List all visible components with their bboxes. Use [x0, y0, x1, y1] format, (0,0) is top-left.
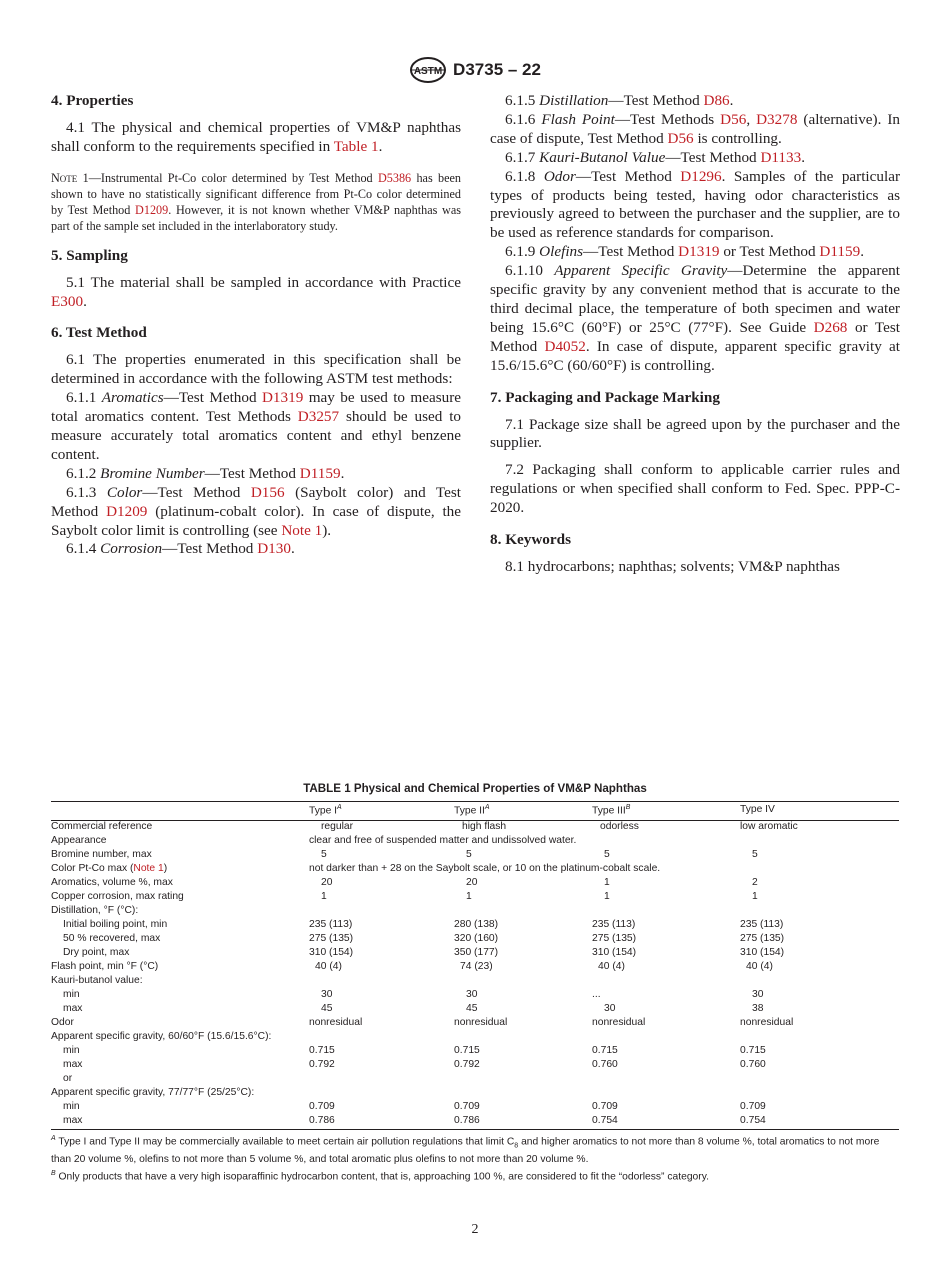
row-value [592, 975, 740, 989]
row-value [740, 1031, 899, 1045]
row-value [740, 905, 899, 919]
row-value: 0.792 [309, 1059, 335, 1070]
left-column [51, 92, 461, 559]
table-row [51, 1101, 899, 1115]
table-row [51, 1115, 899, 1130]
row-value: 310 (154) [592, 947, 637, 958]
para-8-1: 8.1 hydrocarbons; naphthas; solvents; VM&P naphthas [505, 557, 840, 575]
row-value: 1 [321, 891, 327, 902]
row-value: 38 [752, 1003, 764, 1014]
row-label: Initial boiling point, min [63, 919, 168, 930]
row-value: 20 [321, 877, 333, 888]
table-row [51, 1087, 899, 1101]
row-label: Flash point, min °F (°C) [51, 961, 159, 972]
section-5-heading: 5. Sampling [51, 246, 128, 264]
row-label: Odor [51, 1017, 74, 1028]
d3257-link[interactable]: D3257 [297, 408, 340, 426]
row-value [454, 975, 592, 989]
row-value: 0.709 [740, 1101, 766, 1112]
row-value: 280 (138) [454, 919, 499, 930]
para-5-1: 5.1 The material shall be sampled in accordance with Practice E300. [51, 273, 461, 310]
header-cell-label [51, 802, 309, 821]
row-label: Color Pt-Co max (Note 1) [51, 863, 168, 874]
section-4-heading: 4. Properties [51, 92, 134, 109]
row-value: 235 (113) [740, 919, 784, 930]
row-label: Kauri-butanol value: [51, 975, 143, 986]
section-7-heading: 7. Packaging and Package Marking [490, 388, 720, 406]
row-value-span: clear and free of suspended matter and undissolved water. [309, 835, 577, 846]
row-value: 5 [321, 849, 327, 860]
row-value: 0.715 [454, 1045, 480, 1056]
table-row [51, 947, 899, 961]
row-value: 0.792 [454, 1059, 480, 1070]
row-value [309, 905, 454, 919]
row-label: Aromatics, volume %, max [51, 877, 173, 888]
row-value: 0.715 [592, 1045, 618, 1056]
row-value: 310 (154) [740, 947, 785, 958]
section-8-heading: 8. Keywords [490, 531, 571, 549]
d156-link[interactable]: D156 [250, 483, 285, 501]
row-value: 0.786 [309, 1115, 335, 1126]
header-type-2: Type $II^A$ [454, 804, 490, 817]
row-value: 1 [604, 891, 610, 902]
row-value: 0.709 [454, 1101, 480, 1112]
row-value: 30 [752, 989, 764, 1000]
d3278-link[interactable]: D3278 [756, 110, 798, 128]
row-label: Apparent specific gravity, 77/77°F (25/25°C): [51, 1087, 255, 1098]
row-value: 0.709 [592, 1101, 618, 1112]
table-row [51, 989, 899, 1003]
table-row [51, 1017, 899, 1031]
row-value [309, 1087, 454, 1101]
note-1-link[interactable]: Note 1 [281, 521, 323, 539]
row-value [592, 1073, 740, 1087]
row-value: 30 [604, 1003, 616, 1014]
row-value: 275 (135) [309, 933, 354, 944]
row-value: 74 (23) [460, 961, 493, 972]
row-value: 310 (154) [309, 947, 354, 958]
row-value: 2 [752, 877, 758, 888]
para-7-1: 7.1 Package size shall be agreed upon by the purchaser and the supplier. [490, 415, 900, 452]
para-6-1-9: 6.1.9 Olefins—Test Method D1319 or Test Method D1159. [505, 243, 864, 261]
table-footnotes [51, 1132, 899, 1185]
row-value: 40 (4) [598, 961, 625, 972]
row-label: or [63, 1073, 73, 1084]
row-label: Copper corrosion, max rating [51, 891, 184, 902]
row-value: high flash [462, 821, 507, 832]
row-label: Bromine number, max [51, 849, 152, 860]
row-label: Apparent specific gravity, 60/60°F (15.6/15.6°C): [51, 1031, 272, 1042]
row-value: 40 (4) [315, 961, 342, 972]
row-value: 30 [466, 989, 478, 1000]
row-value: 0.760 [592, 1059, 618, 1070]
e300-link[interactable]: E300 [51, 292, 84, 310]
para-6-1-1: 6.1.1 Aromatics—Test Method D1319 may be used to measure total aromatics content. Test Methods D3257 should be used to measure accurately total aromatics content and ethyl benzene content. [51, 389, 462, 463]
row-value [592, 1087, 740, 1101]
astm-logo-icon [409, 56, 447, 84]
para-6-1-3: 6.1.3 Color—Test Method D156 (Saybolt color) and Test Method D1209 (platinum-cobalt color). In case of dispute, the Saybolt color limit is controlling (see Note 1). [51, 483, 462, 539]
row-value: 235 (113) [592, 919, 636, 930]
table-row [51, 905, 899, 919]
table-row [51, 821, 899, 836]
para-6-1-2: 6.1.2 Bromine Number—Test Method D1159. [66, 464, 345, 482]
row-value: 1 [752, 891, 758, 902]
d1209-link[interactable]: D1209 [106, 502, 148, 520]
row-value: nonresidual [309, 1017, 363, 1028]
row-value: odorless [600, 821, 639, 832]
para-6-1-10: 6.1.10 Apparent Specific Gravity—Determine the apparent specific gravity by any convenient method that is accurate to the third decimal place, the temperature of both specimen and water being 15.6°C (60°F) or 25°C (77°F). See Guide D268 or Test Method D4052. In case of dispute, apparent specific gravity at 15.6/15.6°C (60/60°F) is controlling. [490, 262, 901, 374]
row-value [592, 905, 740, 919]
d56-link[interactable]: D56 [667, 129, 694, 147]
table-row [51, 1031, 899, 1045]
section-6-heading: 6. Test Method [51, 324, 147, 342]
row-label: 50 % recovered, max [63, 933, 161, 944]
para-6-1-4: 6.1.4 Corrosion—Test Method D130. [66, 540, 295, 558]
para-6-1-5: 6.1.5 Distillation—Test Method D86. [505, 92, 734, 109]
table-row [51, 919, 899, 933]
row-value: 235 (113) [309, 919, 353, 930]
table-row [51, 933, 899, 947]
page-header [0, 56, 950, 89]
row-value: 0.715 [309, 1045, 335, 1056]
note-1-link[interactable]: Note 1 [133, 863, 164, 874]
row-label: min [63, 989, 80, 1000]
row-value: 0.754 [592, 1115, 618, 1126]
footnote-b: $^B$ Only products that have a very high isoparaffinic hydrocarbon content, that is, approaching 100 %, are considered to fit the “odorless” category. [51, 1170, 709, 1183]
row-value: 0.709 [309, 1101, 335, 1112]
table-1-link[interactable]: Table 1 [333, 137, 379, 155]
table-row [51, 1073, 899, 1087]
para-6-1-7: 6.1.7 Kauri-Butanol Value—Test Method D1133. [505, 148, 806, 166]
row-value: 30 [321, 989, 333, 1000]
row-label: Distillation, °F (°C): [51, 905, 139, 916]
row-value [454, 1087, 592, 1101]
row-value: regular [321, 821, 354, 832]
svg-text:ASTM: ASTM [413, 66, 443, 77]
d1159-link[interactable]: D1159 [299, 464, 341, 482]
row-value: 5 [752, 849, 758, 860]
table-row [51, 877, 899, 891]
row-value: ... [592, 989, 601, 1000]
d1319-link[interactable]: D1319 [261, 389, 304, 407]
d56-link[interactable]: D56 [720, 110, 747, 128]
row-label: Appearance [51, 835, 107, 846]
row-value: 275 (135) [592, 933, 637, 944]
row-value: 0.754 [740, 1115, 766, 1126]
page-number: 2 [471, 1222, 479, 1237]
table-header-row [51, 802, 899, 821]
row-value: 45 [321, 1003, 333, 1014]
row-value [309, 1031, 454, 1045]
table-row [51, 863, 899, 877]
d1209-link[interactable]: D1209 [135, 202, 169, 217]
row-value [740, 1087, 899, 1101]
row-value: 320 (160) [454, 933, 499, 944]
para-6-1-8: 6.1.8 Odor—Test Method D1296. Samples of the particular types of products being tested, having odor characteristics as previously agreed to between the purchaser and the supplier, are to be used as reference standards for comparison. [490, 167, 901, 242]
properties-table [51, 801, 899, 1130]
row-label: max [63, 1059, 83, 1070]
table-row [51, 835, 899, 849]
row-value [454, 905, 592, 919]
row-label: min [63, 1101, 80, 1112]
row-value: 0.786 [454, 1115, 480, 1126]
table-row [51, 1045, 899, 1059]
table-row [51, 961, 899, 975]
row-value: 5 [466, 849, 472, 860]
d1319-link[interactable]: D1319 [678, 243, 720, 261]
row-value: 5 [604, 849, 610, 860]
row-value: 20 [466, 877, 478, 888]
d5386-link[interactable]: D5386 [377, 170, 412, 185]
table-row [51, 1003, 899, 1017]
row-value: low aromatic [740, 821, 798, 832]
header-type-3: Type $III^B$ [592, 804, 631, 817]
row-value: 1 [466, 891, 472, 902]
header-type-4: Type IV [740, 804, 775, 815]
row-value: 275 (135) [740, 933, 785, 944]
row-label: Commercial reference [51, 821, 153, 832]
right-column [490, 92, 900, 577]
row-value: 1 [604, 877, 610, 888]
row-label: max [63, 1115, 83, 1126]
row-value: nonresidual [592, 1017, 646, 1028]
row-value [309, 1073, 454, 1087]
row-value: 0.760 [740, 1059, 766, 1070]
table-1 [51, 782, 899, 1185]
row-value: 0.715 [740, 1045, 766, 1056]
row-value-span: not darker than + 28 on the Saybolt scale, or 10 on the platinum-cobalt scale. [309, 863, 661, 874]
d268-link[interactable]: D268 [813, 318, 848, 336]
d1296-link[interactable]: D1296 [680, 167, 722, 185]
table-row [51, 1059, 899, 1073]
row-value [592, 1031, 740, 1045]
footnote-a: $^A$ Type I and Type II may be commercially available to meet certain air pollution regulations that limit $C_8$ and higher aromatics to not more than 8 volume %, total aromatics to not more than 20 volume %, olefins to not more than 5 volume %, and total aromatic plus olefins to not more than 20 volume %. [51, 1135, 880, 1166]
table-row [51, 849, 899, 863]
d1133-link[interactable]: D1133 [760, 148, 802, 166]
row-value [740, 1073, 899, 1087]
para-7-2: 7.2 Packaging shall conform to applicable carrier rules and regulations or when specified shall conform to Fed. Spec. PPP-C-2020. [490, 461, 900, 517]
row-value: 40 (4) [746, 961, 773, 972]
row-value [740, 975, 899, 989]
d1159-link[interactable]: D1159 [819, 243, 861, 261]
d130-link[interactable]: D130 [257, 540, 291, 558]
document-id: D3735 – 22 [453, 60, 541, 79]
row-label: Dry point, max [63, 947, 130, 958]
row-value: 350 (177) [454, 947, 499, 958]
row-label: max [63, 1003, 83, 1014]
d86-link[interactable]: D86 [703, 92, 730, 109]
note-1: Note 1—Instrumental Pt-Co color determined by Test Method D5386 has been shown to have no statistically significant difference from Pt-Co color determined by Test Method D1209. However, it is not known whether VM&P naphthas was part of the sample set included in the interlaboratory study. [51, 170, 462, 233]
row-value: 45 [466, 1003, 478, 1014]
row-label: min [63, 1045, 80, 1056]
row-value: nonresidual [454, 1017, 508, 1028]
para-6-1-6: 6.1.6 Flash Point—Test Methods D56, D3278 (alternative). In case of dispute, Test Method D56 is controlling. [490, 110, 901, 147]
para-6-1: 6.1 The properties enumerated in this specification shall be determined in accordance with the following ASTM test methods: [51, 351, 461, 388]
table-caption: TABLE 1 Physical and Chemical Properties of VM&P Naphthas [303, 782, 647, 795]
table-row [51, 891, 899, 905]
header-type-1: Type $I^A$ [309, 804, 342, 817]
row-value: nonresidual [740, 1017, 794, 1028]
row-value [454, 1031, 592, 1045]
para-4-1: 4.1 The physical and chemical properties of VM&P naphthas shall conform to the requirements specified in Table 1. [51, 118, 461, 155]
row-value [454, 1073, 592, 1087]
table-row [51, 975, 899, 989]
row-value [309, 975, 454, 989]
d4052-link[interactable]: D4052 [544, 337, 586, 355]
